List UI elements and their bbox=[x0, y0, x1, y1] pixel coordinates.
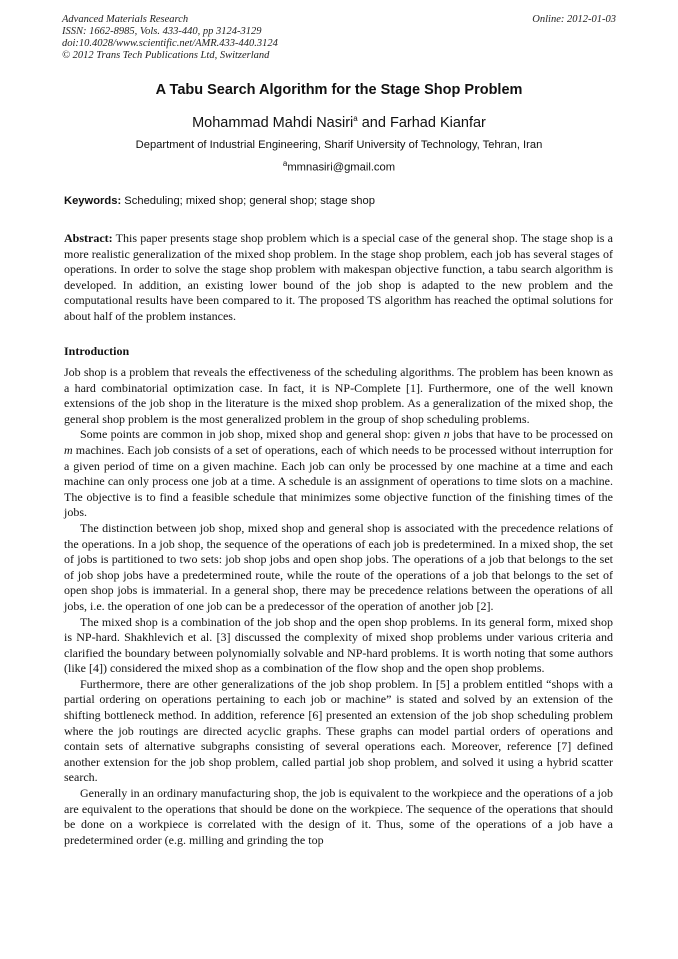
var-m: m bbox=[64, 442, 73, 457]
intro-p2-part-b: jobs that have to be processed on bbox=[449, 427, 613, 442]
contact-email bbox=[0, 159, 678, 174]
email-affil-mark: a bbox=[282, 159, 288, 168]
doi-line: doi:10.4028/www.scientific.net/AMR.433-440.3124 bbox=[62, 38, 278, 49]
copyright-line: © 2012 Trans Tech Publications Ltd, Switzerland bbox=[62, 50, 270, 61]
intro-paragraph-4: The mixed shop is a combination of the job shop and the open shop problems. In its general form, mixed shop is NP-hard. Shakhlevich et al. [3] discussed the complexity of mixed shop problems under various criteria and clarified the boundary between polynomially solvable and NP-hard problems. It is worth noting that some authors (like [4]) considered the mixed shop as a combination of the flow shop and the open shop problems. bbox=[64, 614, 613, 676]
abstract bbox=[64, 231, 613, 325]
abstract-text: This paper presents stage shop problem which is a special case of the general shop. The stage shop is a more realistic generalization of the mixed shop problem. In the stage shop problem, each job has several stages of operations. In order to solve the stage shop problem with makespan objective function, a tabu search algorithm is developed. In addition, an existing lower bound of the job shop is adapted to the new problem and the computational results have been compared to it. The proposed TS algorithm has reached the optimal solutions for about half of the problem instances. bbox=[64, 231, 613, 323]
intro-paragraph-2 bbox=[64, 427, 613, 521]
author-1: Mohammad Mahdi Nasiri bbox=[192, 114, 354, 131]
abstract-label: Abstract: bbox=[64, 231, 113, 245]
intro-p2-part-a: Some points are common in job shop, mixed shop and general shop: given bbox=[80, 427, 444, 442]
var-n: n bbox=[443, 427, 450, 442]
section-heading-introduction: Introduction bbox=[64, 344, 130, 358]
paper-title: A Tabu Search Algorithm for the Stage Shop Problem bbox=[155, 82, 523, 98]
introduction-body bbox=[64, 365, 613, 848]
intro-p2-part-c: machines. Each job consists of a set of operations, each of which needs to be processed without interruption for a given period of time on a given machine. Each job can only be processed by one machine at a time and each machine can only process one job at a time. A schedule is an assignment of operations to time slots on a machine. The objective is to find a feasible schedule that minimizes some objective function of the finishing times of the jobs. bbox=[64, 442, 613, 520]
keywords-text: Scheduling; mixed shop; general shop; stage shop bbox=[121, 195, 375, 207]
keywords-label: Keywords: bbox=[64, 195, 122, 207]
journal-header bbox=[62, 14, 616, 62]
keywords bbox=[64, 195, 614, 207]
author-list bbox=[0, 114, 678, 131]
intro-paragraph-5: Furthermore, there are other generalizations of the job shop problem. In [5] a problem entitled “shops with a partial ordering on operations pertaining to each job or machine” is stated and solved by an extension of the shifting bottleneck method. In addition, reference [6] presented an extension of the job shop scheduling problem where the job routings are directed acyclic graphs. These graphs can model partial orders of operations and contain sets of alternative subgraphs consisting of several operations each. Moreover, reference [7] defined another extension for the job shop problem, called partial job shop problem, and solved it using a hybrid scatter search. bbox=[64, 676, 613, 785]
issn-line: ISSN: 1662-8985, Vols. 433-440, pp 3124-3129 bbox=[62, 26, 262, 37]
affiliation: Department of Industrial Engineering, Sharif University of Technology, Tehran, Iran bbox=[135, 139, 543, 151]
author-1-affil-mark: a bbox=[353, 114, 358, 123]
online-date: Online: 2012-01-03 bbox=[532, 14, 616, 25]
email-address: mmnasiri@gmail.com bbox=[287, 161, 396, 174]
author-2: and Farhad Kianfar bbox=[357, 114, 486, 131]
journal-name: Advanced Materials Research bbox=[62, 14, 189, 25]
intro-paragraph-3: The distinction between job shop, mixed shop and general shop is associated with the precedence relations of the operations. In a job shop, the sequence of the operations of each job is predetermined. In a mixed shop, the set of jobs is partitioned to two sets: job shop jobs and open shop jobs. The operations of a job that belongs to the set of job shop jobs have a predetermined route, while the route of the operations of a job that belongs to the set of open shop jobs is immaterial. In a general shop, there may be precedence relations between the operations of all jobs, i.e. the operation of one job can be a predecessor of the operation of another job [2]. bbox=[64, 520, 613, 613]
intro-paragraph-6: Generally in an ordinary manufacturing shop, the job is equivalent to the workpiece and the operations of a job are equivalent to the operations that should be done on the workpiece. The sequence of the operations that should be done on a workpiece is correlated with the design of it. Thus, some of the operations of a job have a predetermined order (e.g. milling and grinding the top bbox=[64, 786, 613, 847]
intro-paragraph-1: Job shop is a problem that reveals the effectiveness of the scheduling algorithms. The problem has been known as a hard combinatorial optimization case. In fact, it is NP-Complete [1]. Furthermore, one of the well known extensions of the job shop in the literature is the mixed shop problem. As a generalization of the mixed shop, the general shop problem is the most generalized problem in the group of shop scheduling problems. bbox=[64, 365, 613, 426]
